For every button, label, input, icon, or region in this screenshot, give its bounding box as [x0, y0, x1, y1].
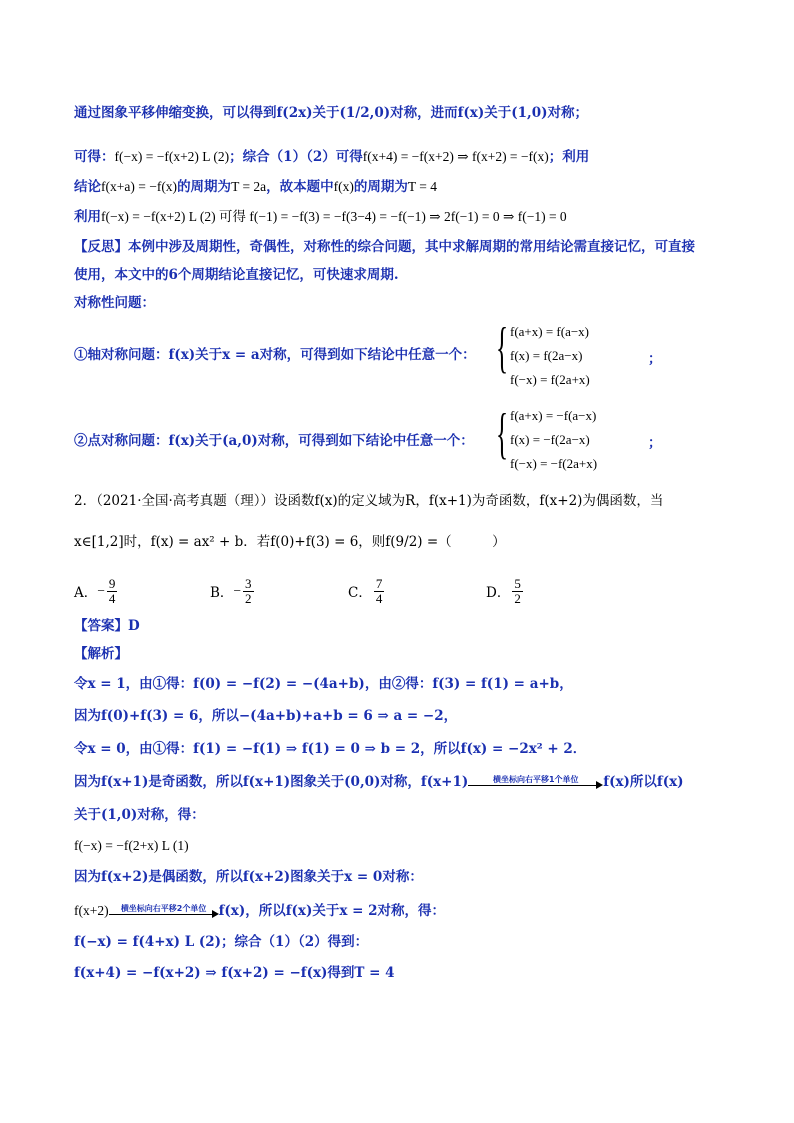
line-2-prefix: 可得： — [74, 149, 115, 165]
line-1-text: 通过图象平移伸缩变换，可以得到f(2x)关于(1/2,0)对称，进而f(x)关于(1,0)对称； — [74, 105, 589, 121]
option-d-fraction — [512, 577, 523, 606]
option-a-fraction — [107, 577, 118, 606]
question-line-2 — [74, 533, 720, 551]
solution-line-10 — [74, 964, 720, 982]
line-2-formula: f(−x) = −f(x+2) L (2) — [114, 149, 230, 164]
solution-text-5: 关于(1,0)对称，得： — [74, 807, 205, 823]
reflection-text-2: 使用，本文中的6个周期结论直接记忆，可快速求周期. — [74, 267, 399, 283]
point-cases — [510, 404, 597, 476]
option-c[interactable] — [348, 573, 386, 609]
answer-options — [74, 573, 724, 609]
solution-line-5 — [74, 806, 720, 824]
solution-line-1 — [74, 675, 720, 693]
line-2-mid: ；综合（1）（2）可得 — [229, 149, 363, 165]
question-text-2: x∈[1,2]时，f(x) = ax² + b．若f(0)+f(3) = 6，则f(9/2) =（ ） — [74, 534, 506, 550]
solution-text-6: f(−x) = −f(2+x) L (1) — [74, 838, 189, 853]
solution-text-2: 因为f(0)+f(3) = 6，所以−(4a+b)+a+b = 6 ⇒ a = −2， — [74, 708, 458, 724]
shift-arrow-2 — [109, 903, 219, 921]
analysis-heading-text: 【解析】 — [74, 646, 128, 662]
solution-text-4b: f(x)所以f(x) — [603, 774, 684, 790]
solution-line-4 — [74, 773, 720, 792]
axis-case-2: f(x) = f(2a−x) — [510, 348, 583, 363]
line-3-c: 的周期为 — [177, 179, 232, 195]
option-c-fraction — [374, 577, 385, 606]
option-c-label: C． — [348, 585, 372, 601]
shift-arrow-1-label: 横坐标向右平移1个单位 — [492, 774, 579, 784]
question-line-1 — [74, 492, 720, 510]
question-text-1: 2．（2021·全国·高考真题（理））设函数f(x)的定义域为R，f(x+1)为奇函数，f(x+2)为偶函数，当 — [74, 493, 664, 509]
line-3-d: T = 2a — [231, 179, 267, 194]
solution-line-8 — [74, 902, 720, 921]
axis-cases — [510, 320, 590, 392]
line-4-b: f(−x) = −f(x+2) L (2) 可得 f(−1) = −f(3) = −f(3−4) = −f(−1) ⇒ 2f(−1) = 0 ⇒ f(−1) = 0 — [101, 209, 567, 224]
point-case-2: f(x) = −f(2a−x) — [510, 432, 590, 447]
axis-case-1: f(a+x) = f(a−x) — [510, 324, 590, 339]
solution-line-3 — [74, 740, 720, 758]
line-4-a: 利用 — [74, 209, 101, 225]
point-brace: { — [496, 403, 509, 465]
text-line-2 — [74, 148, 720, 166]
point-symmetry-text: ②点对称问题：f(x)关于(a,0)对称，可得到如下结论中任意一个： — [74, 433, 474, 449]
line-3-g: 的周期为 — [353, 179, 408, 195]
option-b[interactable] — [210, 573, 256, 609]
solution-line-9 — [74, 933, 720, 951]
axis-case-3: f(−x) = f(2a+x) — [510, 372, 590, 387]
axis-symmetry-line — [74, 346, 720, 364]
option-c-num: 7 — [375, 575, 383, 591]
symmetry-heading — [74, 294, 720, 312]
option-a-sign: − — [97, 583, 105, 598]
solution-line-2 — [74, 707, 720, 725]
option-b-num: 3 — [245, 575, 252, 591]
text-line-3 — [74, 178, 720, 196]
reflection-line-2 — [74, 266, 720, 284]
point-symmetry-line — [74, 432, 720, 450]
option-d-num: 5 — [514, 575, 521, 591]
solution-text-10: f(x+4) = −f(x+2) ⇒ f(x+2) = −f(x)得到T = 4 — [74, 965, 395, 981]
line-3-b: f(x+a) = −f(x) — [101, 179, 178, 194]
symmetry-heading-text: 对称性问题： — [74, 295, 155, 311]
solution-text-8b: f(x)，所以f(x)关于x = 2对称，得： — [218, 903, 446, 919]
option-d-den: 2 — [514, 590, 521, 606]
option-b-sign: − — [233, 583, 242, 598]
line-2-formula-2: f(x+4) = −f(x+2) ⇒ f(x+2) = −f(x) — [362, 149, 549, 164]
option-a-num: 9 — [108, 575, 116, 591]
solution-text-3: 令x = 0，由①得：f(1) = −f(1) ⇒ f(1) = 0 ⇒ b = 2，所以f(x) = −2x² + 2． — [74, 741, 587, 757]
line-3-f: f(x) — [333, 179, 354, 194]
answer-text: 【答案】D — [74, 618, 140, 634]
point-case-3: f(−x) = −f(2a+x) — [510, 456, 598, 471]
solution-line-6 — [74, 837, 720, 855]
line-3-e: ，故本题中 — [266, 179, 334, 195]
analysis-heading — [74, 645, 720, 663]
option-b-fraction — [243, 577, 254, 606]
point-case-1: f(a+x) = −f(a−x) — [510, 408, 597, 423]
option-b-den: 2 — [245, 590, 252, 606]
solution-text-1: 令x = 1，由①得：f(0) = −f(2) = −(4a+b)，由②得：f(3) = f(1) = a+b， — [74, 676, 573, 692]
point-end: ； — [648, 435, 662, 451]
line-2-suffix: ；利用 — [548, 149, 590, 165]
axis-end: ； — [648, 351, 662, 367]
option-d-label: D． — [486, 585, 511, 601]
option-c-den: 4 — [375, 590, 383, 606]
solution-text-8a: f(x+2) — [74, 903, 109, 918]
shift-arrow-2-label: 横坐标向右平移2个单位 — [120, 903, 207, 913]
line-3-a: 结论 — [74, 179, 101, 195]
option-a[interactable] — [74, 573, 119, 609]
option-a-label: A． — [74, 585, 98, 601]
solution-text-4a: 因为f(x+1)是奇函数，所以f(x+1)图象关于(0,0)对称，f(x+1) — [74, 774, 469, 790]
shift-arrow-1 — [468, 774, 603, 792]
line-3-h: T = 4 — [407, 179, 438, 194]
solution-line-7 — [74, 868, 720, 886]
option-d[interactable] — [486, 573, 525, 609]
option-a-den: 4 — [108, 590, 116, 606]
axis-symmetry-text: ①轴对称问题：f(x)关于x = a对称，可得到如下结论中任意一个： — [74, 347, 476, 363]
answer-line — [74, 617, 720, 635]
axis-brace: { — [496, 317, 509, 379]
solution-text-9: f(−x) = f(4+x) L (2)；综合（1）（2）得到： — [74, 934, 369, 950]
reflection-line-1 — [74, 238, 720, 256]
text-line-1 — [74, 104, 720, 122]
solution-text-7: 因为f(x+2)是偶函数，所以f(x+2)图象关于x = 0对称： — [74, 869, 423, 885]
option-b-label: B． — [210, 585, 234, 601]
reflection-text-1: 【反思】本例中涉及周期性，奇偶性，对称性的综合问题，其中求解周期的常用结论需直接记忆，可直接 — [74, 239, 695, 255]
text-line-4 — [74, 208, 720, 226]
